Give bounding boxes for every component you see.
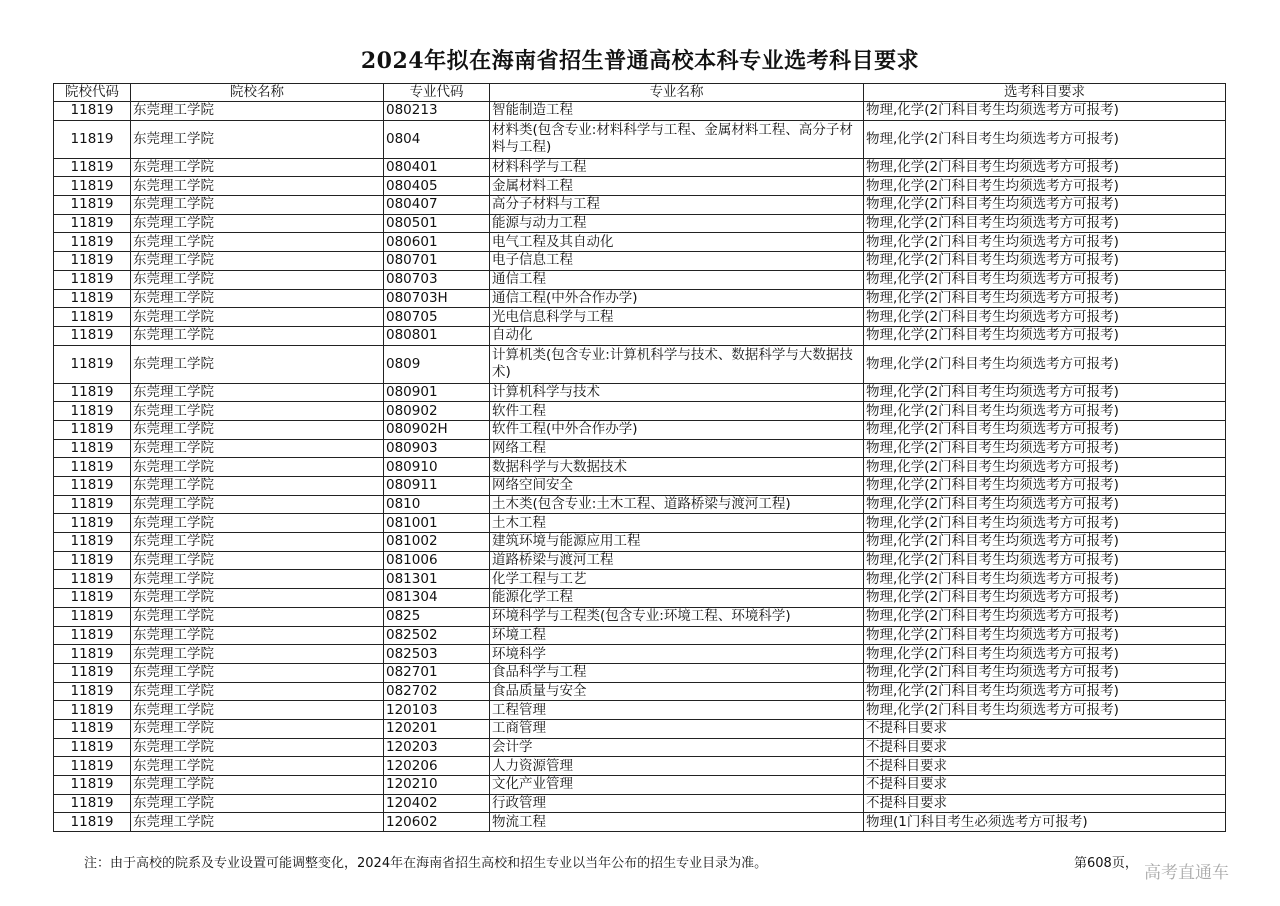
table-row: [54, 738, 1226, 757]
cell-major-code: 120103: [384, 701, 490, 720]
cell-school-code: 11819: [54, 570, 131, 589]
table-row: [54, 794, 1226, 813]
cell-school-name: 东莞理工学院: [131, 158, 384, 177]
cell-major-name: 文化产业管理: [490, 776, 864, 795]
cell-subject-requirement: 物理,化学(2门科目考生均须选考方可报考): [864, 120, 1226, 158]
cell-major-name: 网络空间安全: [490, 477, 864, 496]
cell-major-name: 工商管理: [490, 719, 864, 738]
cell-school-name: 东莞理工学院: [131, 776, 384, 795]
cell-subject-requirement: 物理,化学(2门科目考生均须选考方可报考): [864, 607, 1226, 626]
cell-school-code: 11819: [54, 738, 131, 757]
cell-school-code: 11819: [54, 345, 131, 383]
cell-major-name: 计算机类(包含专业:计算机科学与技术、数据科学与大数据技术): [490, 345, 864, 383]
cell-subject-requirement: 物理,化学(2门科目考生均须选考方可报考): [864, 570, 1226, 589]
cell-major-name: 环境科学: [490, 645, 864, 664]
table-row: [54, 102, 1226, 121]
table-row: [54, 813, 1226, 832]
table-row: [54, 570, 1226, 589]
cell-major-code: 082701: [384, 663, 490, 682]
table-row: [54, 645, 1226, 664]
cell-subject-requirement: 物理,化学(2门科目考生均须选考方可报考): [864, 514, 1226, 533]
cell-school-name: 东莞理工学院: [131, 794, 384, 813]
cell-major-name: 计算机科学与技术: [490, 383, 864, 402]
cell-school-code: 11819: [54, 813, 131, 832]
table-row: [54, 477, 1226, 496]
cell-major-code: 0804: [384, 120, 490, 158]
cell-major-code: 080501: [384, 214, 490, 233]
table-row: [54, 158, 1226, 177]
cell-subject-requirement: 物理,化学(2门科目考生均须选考方可报考): [864, 439, 1226, 458]
cell-major-name: 物流工程: [490, 813, 864, 832]
table-row: [54, 757, 1226, 776]
cell-major-name: 食品科学与工程: [490, 663, 864, 682]
cell-major-code: 082502: [384, 626, 490, 645]
cell-major-code: 080911: [384, 477, 490, 496]
cell-major-name: 自动化: [490, 326, 864, 345]
cell-subject-requirement: 物理,化学(2门科目考生均须选考方可报考): [864, 252, 1226, 271]
cell-school-code: 11819: [54, 308, 131, 327]
table-row: [54, 233, 1226, 252]
cell-major-code: 080903: [384, 439, 490, 458]
cell-major-code: 081006: [384, 551, 490, 570]
cell-subject-requirement: 物理,化学(2门科目考生均须选考方可报考): [864, 345, 1226, 383]
cell-subject-requirement: 物理,化学(2门科目考生均须选考方可报考): [864, 420, 1226, 439]
header-major-code: 专业代码: [384, 84, 490, 102]
cell-major-name: 环境工程: [490, 626, 864, 645]
cell-subject-requirement: 物理,化学(2门科目考生均须选考方可报考): [864, 551, 1226, 570]
cell-school-code: 11819: [54, 514, 131, 533]
cell-school-name: 东莞理工学院: [131, 439, 384, 458]
cell-subject-requirement: 物理,化学(2门科目考生均须选考方可报考): [864, 533, 1226, 552]
cell-major-name: 智能制造工程: [490, 102, 864, 121]
cell-major-code: 120402: [384, 794, 490, 813]
cell-school-name: 东莞理工学院: [131, 719, 384, 738]
cell-subject-requirement: 物理,化学(2门科目考生均须选考方可报考): [864, 196, 1226, 215]
cell-school-code: 11819: [54, 326, 131, 345]
table-row: [54, 776, 1226, 795]
cell-major-code: 080213: [384, 102, 490, 121]
cell-major-code: 082702: [384, 682, 490, 701]
cell-school-name: 东莞理工学院: [131, 645, 384, 664]
table-row: [54, 252, 1226, 271]
cell-school-code: 11819: [54, 776, 131, 795]
cell-subject-requirement: 物理,化学(2门科目考生均须选考方可报考): [864, 326, 1226, 345]
cell-school-code: 11819: [54, 402, 131, 421]
cell-school-name: 东莞理工学院: [131, 458, 384, 477]
cell-school-name: 东莞理工学院: [131, 626, 384, 645]
cell-major-name: 通信工程: [490, 270, 864, 289]
cell-major-code: 080601: [384, 233, 490, 252]
cell-school-name: 东莞理工学院: [131, 663, 384, 682]
cell-subject-requirement: 不提科目要求: [864, 757, 1226, 776]
cell-major-code: 080705: [384, 308, 490, 327]
cell-major-name: 会计学: [490, 738, 864, 757]
table-row: [54, 270, 1226, 289]
cell-school-name: 东莞理工学院: [131, 607, 384, 626]
cell-subject-requirement: 物理(1门科目考生必须选考方可报考): [864, 813, 1226, 832]
cell-major-code: 120602: [384, 813, 490, 832]
cell-school-code: 11819: [54, 794, 131, 813]
cell-major-code: 120203: [384, 738, 490, 757]
header-school-code: 院校代码: [54, 84, 131, 102]
cell-school-name: 东莞理工学院: [131, 196, 384, 215]
cell-school-name: 东莞理工学院: [131, 252, 384, 271]
cell-school-code: 11819: [54, 682, 131, 701]
cell-major-name: 行政管理: [490, 794, 864, 813]
cell-school-code: 11819: [54, 607, 131, 626]
cell-school-code: 11819: [54, 458, 131, 477]
table-row: [54, 214, 1226, 233]
cell-major-code: 080901: [384, 383, 490, 402]
cell-subject-requirement: 物理,化学(2门科目考生均须选考方可报考): [864, 233, 1226, 252]
cell-school-name: 东莞理工学院: [131, 589, 384, 608]
header-school-name: 院校名称: [131, 84, 384, 102]
table-row: [54, 589, 1226, 608]
cell-school-code: 11819: [54, 102, 131, 121]
table-row: [54, 701, 1226, 720]
cell-school-code: 11819: [54, 477, 131, 496]
table-row: [54, 420, 1226, 439]
table-body: [54, 102, 1226, 832]
cell-school-name: 东莞理工学院: [131, 102, 384, 121]
cell-school-code: 11819: [54, 533, 131, 552]
cell-major-code: 082503: [384, 645, 490, 664]
cell-school-name: 东莞理工学院: [131, 214, 384, 233]
cell-school-name: 东莞理工学院: [131, 308, 384, 327]
cell-subject-requirement: 物理,化学(2门科目考生均须选考方可报考): [864, 289, 1226, 308]
cell-major-name: 数据科学与大数据技术: [490, 458, 864, 477]
cell-subject-requirement: 物理,化学(2门科目考生均须选考方可报考): [864, 682, 1226, 701]
cell-subject-requirement: 物理,化学(2门科目考生均须选考方可报考): [864, 663, 1226, 682]
cell-school-name: 东莞理工学院: [131, 289, 384, 308]
cell-subject-requirement: 物理,化学(2门科目考生均须选考方可报考): [864, 701, 1226, 720]
cell-major-code: 120210: [384, 776, 490, 795]
cell-school-name: 东莞理工学院: [131, 682, 384, 701]
cell-major-name: 人力资源管理: [490, 757, 864, 776]
table-row: [54, 607, 1226, 626]
cell-major-code: 080703H: [384, 289, 490, 308]
cell-subject-requirement: 不提科目要求: [864, 776, 1226, 795]
page-number: 第608页，: [1074, 856, 1138, 871]
cell-school-name: 东莞理工学院: [131, 270, 384, 289]
cell-subject-requirement: 物理,化学(2门科目考生均须选考方可报考): [864, 102, 1226, 121]
cell-subject-requirement: 不提科目要求: [864, 794, 1226, 813]
cell-subject-requirement: 物理,化学(2门科目考生均须选考方可报考): [864, 477, 1226, 496]
cell-school-code: 11819: [54, 177, 131, 196]
cell-school-code: 11819: [54, 233, 131, 252]
cell-school-code: 11819: [54, 420, 131, 439]
cell-major-name: 道路桥梁与渡河工程: [490, 551, 864, 570]
cell-school-code: 11819: [54, 663, 131, 682]
cell-school-code: 11819: [54, 214, 131, 233]
cell-major-code: 080407: [384, 196, 490, 215]
table-row: [54, 663, 1226, 682]
cell-major-code: 080405: [384, 177, 490, 196]
header-subject-requirement: 选考科目要求: [864, 84, 1226, 102]
cell-major-code: 080701: [384, 252, 490, 271]
cell-school-name: 东莞理工学院: [131, 495, 384, 514]
cell-school-name: 东莞理工学院: [131, 383, 384, 402]
cell-major-name: 材料类(包含专业:材料科学与工程、金属材料工程、高分子材料与工程): [490, 120, 864, 158]
table-row: [54, 682, 1226, 701]
cell-school-name: 东莞理工学院: [131, 345, 384, 383]
cell-major-name: 材料科学与工程: [490, 158, 864, 177]
cell-school-name: 东莞理工学院: [131, 477, 384, 496]
cell-subject-requirement: 物理,化学(2门科目考生均须选考方可报考): [864, 158, 1226, 177]
cell-major-name: 电子信息工程: [490, 252, 864, 271]
cell-major-name: 建筑环境与能源应用工程: [490, 533, 864, 552]
cell-subject-requirement: 物理,化学(2门科目考生均须选考方可报考): [864, 589, 1226, 608]
cell-school-code: 11819: [54, 289, 131, 308]
cell-major-name: 能源与动力工程: [490, 214, 864, 233]
table-row: [54, 383, 1226, 402]
table-row: [54, 533, 1226, 552]
cell-school-code: 11819: [54, 439, 131, 458]
cell-school-name: 东莞理工学院: [131, 233, 384, 252]
cell-major-name: 工程管理: [490, 701, 864, 720]
table-row: [54, 196, 1226, 215]
table-row: [54, 458, 1226, 477]
cell-major-code: 120201: [384, 719, 490, 738]
cell-subject-requirement: 物理,化学(2门科目考生均须选考方可报考): [864, 626, 1226, 645]
cell-major-name: 光电信息科学与工程: [490, 308, 864, 327]
cell-major-name: 软件工程: [490, 402, 864, 421]
cell-subject-requirement: 不提科目要求: [864, 738, 1226, 757]
cell-major-name: 通信工程(中外合作办学): [490, 289, 864, 308]
cell-major-code: 081001: [384, 514, 490, 533]
cell-school-code: 11819: [54, 383, 131, 402]
cell-school-code: 11819: [54, 551, 131, 570]
requirements-table: [53, 83, 1226, 832]
cell-school-name: 东莞理工学院: [131, 533, 384, 552]
cell-school-name: 东莞理工学院: [131, 402, 384, 421]
cell-major-name: 金属材料工程: [490, 177, 864, 196]
cell-school-code: 11819: [54, 495, 131, 514]
cell-major-code: 080902: [384, 402, 490, 421]
cell-school-code: 11819: [54, 252, 131, 271]
cell-major-code: 0809: [384, 345, 490, 383]
cell-major-code: 080703: [384, 270, 490, 289]
cell-major-code: 120206: [384, 757, 490, 776]
cell-school-name: 东莞理工学院: [131, 514, 384, 533]
cell-major-name: 能源化学工程: [490, 589, 864, 608]
cell-school-code: 11819: [54, 158, 131, 177]
cell-school-name: 东莞理工学院: [131, 813, 384, 832]
table-row: [54, 326, 1226, 345]
cell-school-code: 11819: [54, 757, 131, 776]
cell-major-code: 080910: [384, 458, 490, 477]
cell-school-name: 东莞理工学院: [131, 551, 384, 570]
cell-major-code: 080902H: [384, 420, 490, 439]
cell-subject-requirement: 物理,化学(2门科目考生均须选考方可报考): [864, 214, 1226, 233]
table-row: [54, 308, 1226, 327]
cell-subject-requirement: 物理,化学(2门科目考生均须选考方可报考): [864, 270, 1226, 289]
cell-major-code: 081002: [384, 533, 490, 552]
cell-major-name: 土木类(包含专业:土木工程、道路桥梁与渡河工程): [490, 495, 864, 514]
cell-subject-requirement: 不提科目要求: [864, 719, 1226, 738]
cell-school-name: 东莞理工学院: [131, 701, 384, 720]
cell-major-code: 081304: [384, 589, 490, 608]
table-row: [54, 551, 1226, 570]
cell-school-code: 11819: [54, 120, 131, 158]
table-row: [54, 289, 1226, 308]
table-header-row: [54, 84, 1226, 102]
cell-subject-requirement: 物理,化学(2门科目考生均须选考方可报考): [864, 308, 1226, 327]
header-major-name: 专业名称: [490, 84, 864, 102]
cell-school-name: 东莞理工学院: [131, 420, 384, 439]
table-row: [54, 402, 1226, 421]
cell-major-name: 软件工程(中外合作办学): [490, 420, 864, 439]
cell-subject-requirement: 物理,化学(2门科目考生均须选考方可报考): [864, 458, 1226, 477]
cell-major-name: 土木工程: [490, 514, 864, 533]
table-row: [54, 719, 1226, 738]
table-row: [54, 345, 1226, 383]
cell-major-code: 0825: [384, 607, 490, 626]
cell-school-name: 东莞理工学院: [131, 570, 384, 589]
table-row: [54, 495, 1226, 514]
cell-major-code: 080801: [384, 326, 490, 345]
cell-major-name: 化学工程与工艺: [490, 570, 864, 589]
table-row: [54, 120, 1226, 158]
cell-subject-requirement: 物理,化学(2门科目考生均须选考方可报考): [864, 383, 1226, 402]
cell-school-name: 东莞理工学院: [131, 738, 384, 757]
cell-school-code: 11819: [54, 645, 131, 664]
table-row: [54, 439, 1226, 458]
cell-school-name: 东莞理工学院: [131, 757, 384, 776]
cell-major-code: 081301: [384, 570, 490, 589]
cell-major-name: 网络工程: [490, 439, 864, 458]
cell-school-code: 11819: [54, 196, 131, 215]
cell-major-code: 0810: [384, 495, 490, 514]
cell-school-name: 东莞理工学院: [131, 326, 384, 345]
watermark: 高考直通车: [1144, 863, 1229, 883]
cell-subject-requirement: 物理,化学(2门科目考生均须选考方可报考): [864, 177, 1226, 196]
cell-major-code: 080401: [384, 158, 490, 177]
cell-major-name: 食品质量与安全: [490, 682, 864, 701]
cell-major-name: 高分子材料与工程: [490, 196, 864, 215]
table-row: [54, 177, 1226, 196]
cell-subject-requirement: 物理,化学(2门科目考生均须选考方可报考): [864, 402, 1226, 421]
cell-school-code: 11819: [54, 270, 131, 289]
cell-school-code: 11819: [54, 589, 131, 608]
table-row: [54, 626, 1226, 645]
table-row: [54, 514, 1226, 533]
cell-school-code: 11819: [54, 701, 131, 720]
cell-major-name: 电气工程及其自动化: [490, 233, 864, 252]
footer-note: 注：由于高校的院系及专业设置可能调整变化，2024年在海南省招生高校和招生专业以当年公布的招生专业目录为准。: [84, 856, 768, 871]
cell-subject-requirement: 物理,化学(2门科目考生均须选考方可报考): [864, 495, 1226, 514]
cell-school-code: 11819: [54, 626, 131, 645]
cell-major-name: 环境科学与工程类(包含专业:环境工程、环境科学): [490, 607, 864, 626]
cell-school-name: 东莞理工学院: [131, 177, 384, 196]
cell-school-name: 东莞理工学院: [131, 120, 384, 158]
cell-subject-requirement: 物理,化学(2门科目考生均须选考方可报考): [864, 645, 1226, 664]
cell-school-code: 11819: [54, 719, 131, 738]
page-title: 2024年拟在海南省招生普通高校本科专业选考科目要求: [360, 48, 920, 74]
